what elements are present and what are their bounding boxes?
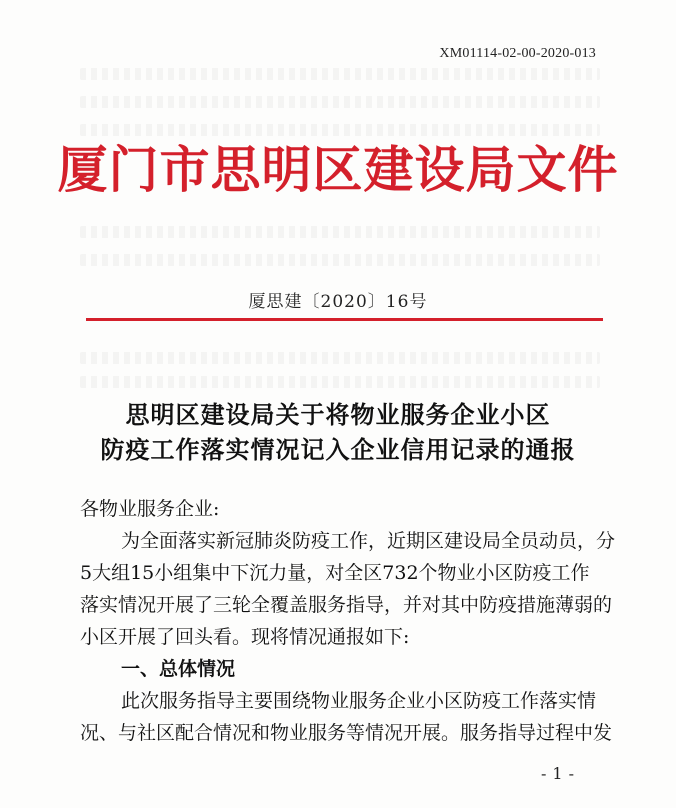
- bleed-through-texture: [80, 376, 600, 388]
- paragraph-line: 5大组15小组集中下沉力量，对全区732个物业小区防疫工作: [80, 562, 590, 584]
- document-title-line-2: 防疫工作落实情况记入企业信用记录的通报: [100, 435, 576, 464]
- bleed-through-texture: [80, 68, 600, 80]
- page-number: -1-: [541, 764, 580, 783]
- red-divider-line: [86, 318, 603, 321]
- paragraph-line: 小区开展了回头看。现将情况通报如下:: [80, 626, 410, 648]
- paragraph-line: 为全面落实新冠肺炎防疫工作，近期区建设局全员动员，分: [121, 530, 616, 552]
- paragraph-line: 此次服务指导主要围绕物业服务企业小区防疫工作落实情: [121, 690, 597, 712]
- bleed-through-texture: [80, 124, 600, 136]
- bleed-through-texture: [80, 254, 600, 266]
- document-code: XM01114-02-00-2020-013: [439, 46, 596, 61]
- paragraph-line: 落实情况开展了三轮全覆盖服务指导，并对其中防疫措施薄弱的: [80, 594, 613, 616]
- bleed-through-texture: [80, 96, 600, 108]
- file-number: 厦思建〔2020〕16号: [248, 292, 428, 312]
- paragraph-line: 况、与社区配合情况和物业服务等情况开展。服务指导过程中发: [80, 722, 613, 744]
- red-masthead-title: 厦门市思明区建设局文件: [57, 140, 619, 199]
- salutation: 各物业服务企业:: [80, 498, 220, 520]
- bleed-through-texture: [80, 352, 600, 364]
- document-title-line-1: 思明区建设局关于将物业服务企业小区: [125, 400, 551, 429]
- section-heading: 一、总体情况: [121, 658, 236, 680]
- bleed-through-texture: [80, 226, 600, 238]
